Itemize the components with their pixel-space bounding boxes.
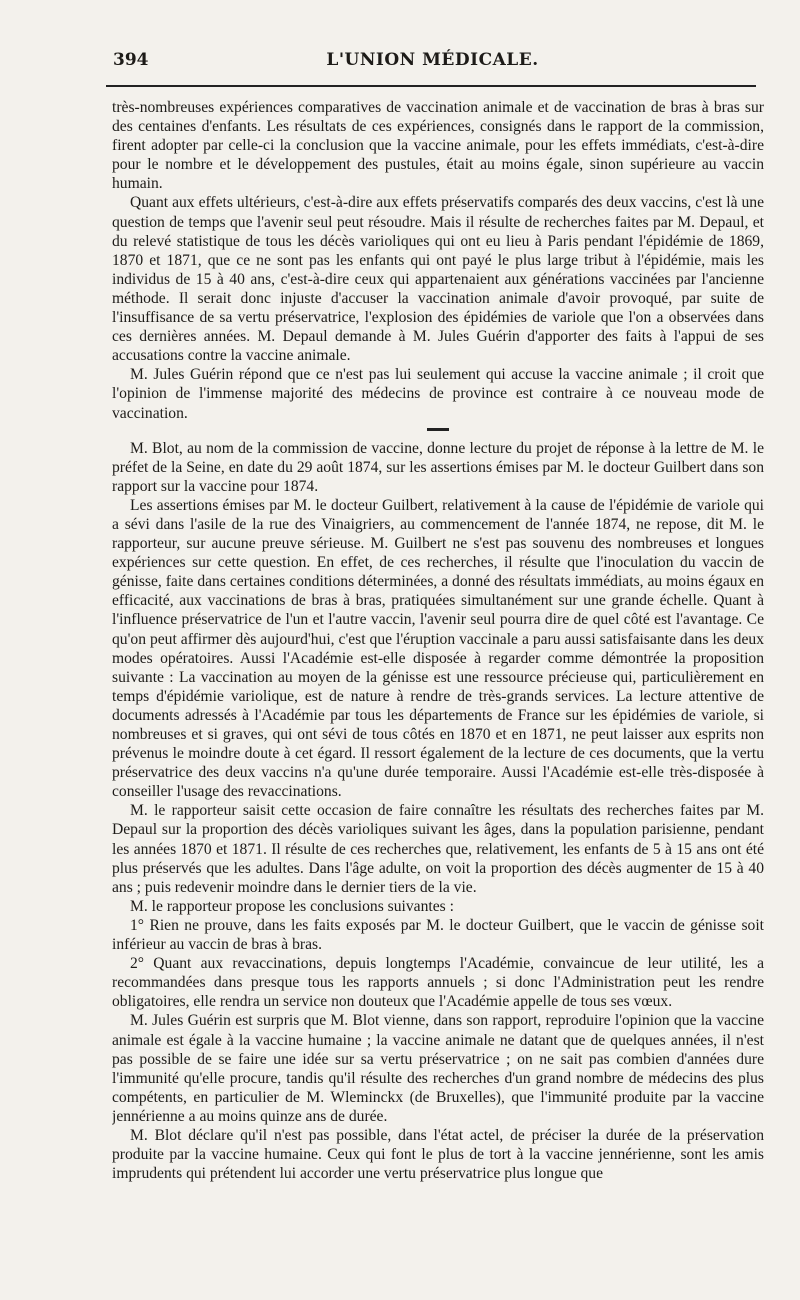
article-body: [112, 98, 764, 1294]
paragraph-2: Quant aux effets ultérieurs, c'est-à-dire aux effets préservatifs comparés des deux vaccins, c'est là une question de temps que l'avenir seul peut résoudre. Mais il résulte de recherches faites par M. Depaul, et du relevé statistique de tous les décès varioliques qui ont eu lieu à Paris pendant l'épidémie de 1869, 1870 et 1871, que ce ne sont pas les enfants qui ont payé le plus large tribut à l'épidémie, mais les individus de 15 à 40 ans, c'est-à-dire ceux qui appartenaient aux générations vaccinées par l'ancienne méthode. Il serait donc injuste d'accuser la vaccination animale d'avoir provoqué, par suite de l'insuffisance de sa vertu préservatrice, l'explosion des épidémies de variole que l'on a observées dans ces dernières années. M. Depaul demande à M. Jules Guérin d'apporter des faits à l'appui de ses accusations contre la vaccine animale.: [112, 194, 764, 365]
paragraph-8: 1° Rien ne prouve, dans les faits exposés par M. le docteur Guilbert, que le vaccin de génisse soit inférieur au vaccin de bras à bras.: [112, 916, 764, 954]
paragraph-7: M. le rapporteur propose les conclusions suivantes :: [130, 897, 454, 915]
paragraph-10: M. Jules Guérin est surpris que M. Blot vienne, dans son rapport, reproduire l'opinion que la vaccine animale est égale à la vaccine humaine ; la vaccine animale ne datant que de quelques années, il n'est pas possible de se faire une idée sur sa vertu préservatrice ; on ne sait pas combien d'années dure l'immunité qu'elle procure, tandis qu'il résulte des recherches d'un grand nombre de médecins des plus compétents, en particulier de M. Wleminckx (de Bruxelles), que l'immunité produite par la vaccine jennérienne a au moins quinze ans de durée.: [112, 1012, 764, 1125]
paragraph-5: Les assertions émises par M. le docteur Guilbert, relativement à la cause de l'épidémie de variole qui a sévi dans l'asile de la rue des Vinaigriers, au commencement de l'année 1874, ne repose, dit M. le rapporteur, sur aucune preuve sérieuse. M. Guilbert ne s'est pas souvenu des nombreuses et longues expériences sur cette question. En effet, de ces recherches, il résulte que l'inoculation du vaccin de génisse, faite dans certaines conditions déterminées, a donné des résultats immédiats, au moins égaux en efficacité, aux vaccinations de bras à bras, pratiquées simultanément sur une grande échelle. Quant à l'influence préservatrice de l'un et l'autre vaccin, l'avenir seul pourra dire de quel côté est l'avantage. Ce qu'on peut affirmer dès aujourd'hui, c'est que l'éruption vaccinale a paru aussi satisfaisante dans les deux modes opératoires. Aussi l'Académie est-elle disposée à regarder comme démontrée la proposition suivante : La vaccination au moyen de la génisse est une ressource précieuse qui, particulièrement en temps d'épidémie variolique, est de nature à rendre de très-grands services. La lecture attentive de documents adressés à l'Académie par tous les départements de France sur les épidémies de variole, si nombreuses et si graves, qui ont sévi de tous côtés en 1870 et en 1871, ne peut laisser aux esprits non prévenus le moindre doute à cet égard. Il ressort également de la lecture de ces documents, que la vertu préservatrice des deux vaccins n'a qu'une durée temporaire. Aussi l'Académie est-elle très-disposée à conseiller l'usage des revaccinations.: [112, 496, 764, 801]
page-number: 394: [113, 50, 149, 70]
paragraph-6: M. le rapporteur saisit cette occasion de faire connaître les résultats des recherches faites par M. Depaul sur la proportion des décès varioliques suivant les âges, dans la population parisienne, pendant les années 1870 et 1871. Il résulte de ces recherches que, relativement, les enfants de 5 à 15 ans ont été plus préservés que les adultes. Dans l'âge adulte, on voit la proportion des décès augmenter de 15 à 40 ans ; puis redevenir moindre dans le dernier tiers de la vie.: [112, 802, 764, 896]
paragraph-4: M. Blot, au nom de la commission de vaccine, donne lecture du projet de réponse à la lettre de M. le préfet de la Seine, en date du 29 août 1874, sur les assertions émises par M. le docteur Guilbert dans son rapport sur la vaccine pour 1874.: [112, 439, 764, 495]
paragraph-11: M. Blot déclare qu'il n'est pas possible, dans l'état actel, de préciser la durée de la préservation produite par la vaccine humaine. Ceux qui font le plus de tort à la vaccine jennérienne, sont les amis imprudents qui prétendent lui accorder une vertu préservatrice plus longue que: [112, 1126, 764, 1183]
paragraph-3: M. Jules Guérin répond que ce n'est pas lui seulement qui accuse la vaccine animale ; il croit que l'opinion de l'immense majorité des médecins de province est contraire à ce nouveau mode de vaccination.: [112, 366, 764, 422]
running-header: [113, 50, 752, 76]
journal-title: L'UNION MÉDICALE.: [326, 50, 539, 70]
paragraph-1: très-nombreuses expériences comparatives de vaccination animale et de vaccination de bras à bras sur des centaines d'enfants. Les résultats de ces expériences, consignés dans le rapport de la commission, firent adopter par celle-ci la conclusion que la vaccine animale, pour les effets immédiats, c'est-à-dire pour le nombre et le développement des pustules, était au moins égale, sinon supérieure au vaccin humain.: [112, 99, 764, 193]
section-separator: [427, 428, 449, 431]
header-rule: [106, 85, 756, 87]
paragraph-9: 2° Quant aux revaccinations, depuis longtemps l'Académie, convaincue de leur utilité, les a recommandées dans presque tous les rapports annuels ; si donc l'Administration peut les rendre obligatoires, elle rendra un service non douteux que l'Académie appelle de tous ses vœux.: [112, 955, 764, 1011]
